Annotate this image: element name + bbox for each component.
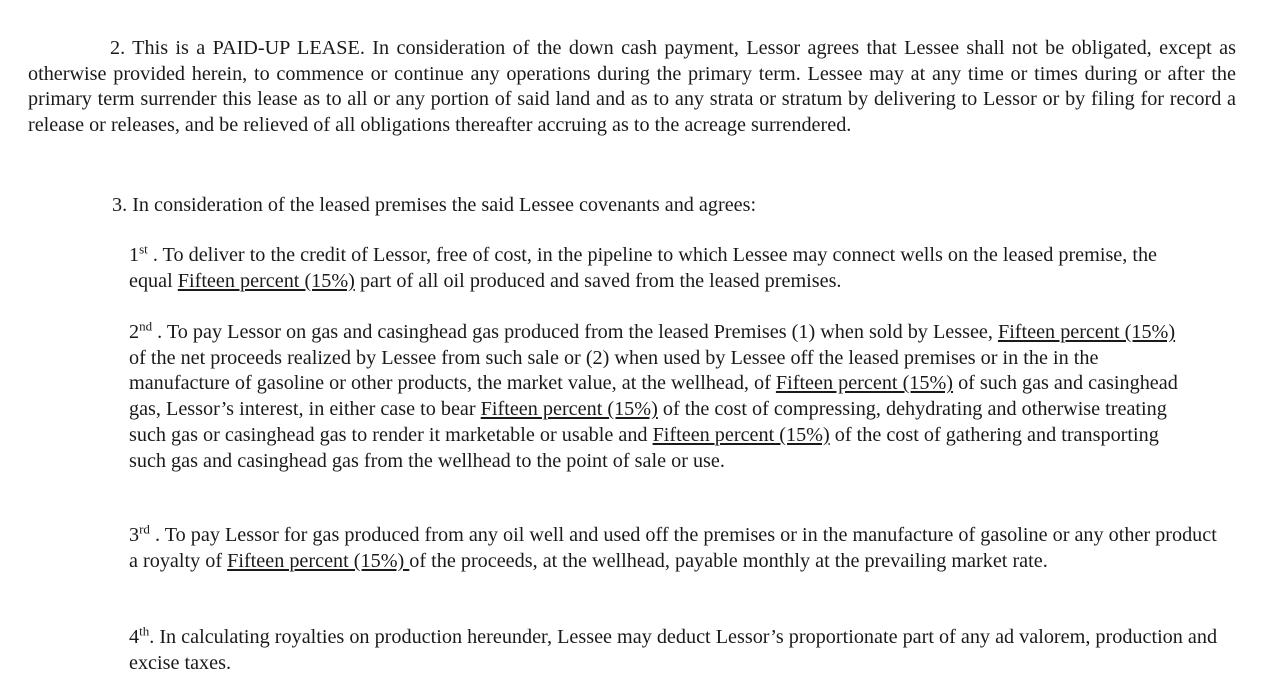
clause-second-royalty-rate-2: Fifteen percent (15%) [775, 372, 954, 395]
clause-second-royalty-rate-4: Fifteen percent (15%) [652, 423, 830, 446]
clause-third-ordinal: rd [139, 521, 150, 537]
clause-fourth-number: 4 [129, 626, 140, 648]
clause-second-royalty-rate-1: Fifteen percent (15%) [997, 321, 1176, 343]
clause-first-text-b: part of all oil produced and saved from the leased premises. [354, 269, 842, 292]
clause-second-number: 2 [129, 321, 140, 343]
clause-fourth-text-a: . In calculating royalties on production hereunder, Lessee may deduct Lessor’s proportionate part of any ad valorem, production and excise taxes. [129, 626, 1218, 674]
clause-first-royalty-rate: Fifteen percent (15%) [177, 269, 355, 292]
clause-first-oil-royalty [129, 243, 1189, 294]
clause-third-text-a: . To pay Lessor for gas produced from any oil well and used off the premises or in the manufacture of gasoline or any other product a royalty of [129, 524, 1217, 572]
clause-second-gas-royalty [129, 320, 1189, 474]
clause-third-number: 3 [129, 524, 140, 546]
clause-third-oil-well-gas-royalty [129, 523, 1229, 574]
clause-second-text-d: of the cost of compressing, dehydrating and otherwise treating such gas or casinghead gas to render it marketable or usable and [129, 398, 1167, 446]
clause-fourth-tax-deduction [129, 625, 1229, 676]
clause-second-royalty-rate-3: Fifteen percent (15%) [480, 398, 658, 421]
clause-second-text-c: of such gas and casinghead gas, Lessor’s interest, in either case to bear [129, 372, 1178, 421]
clause-first-number: 1 [129, 244, 140, 266]
paragraph-2-paid-up-lease: 2. This is a PAID-UP LEASE. In consideration of the down cash payment, Lessor agrees that Lessee shall not be obligated, except as otherwise provided herein, to commence or continue any operations during the primary term. Lessee may at any time or times during or after the primary term surrender this lease as to all or any portion of said land and as to any strata or stratum by delivering to Lessor or by filing for record a release or releases, and be relieved of all obligations thereafter accruing as to the acreage surrendered. [28, 37, 1236, 137]
clause-third-royalty-rate: Fifteen percent (15%) [227, 549, 410, 572]
clause-second-text-a: . To pay Lessor on gas and casinghead gas produced from the leased Premises (1) when sold by Lessee, [152, 321, 998, 343]
clause-first-ordinal: st [139, 241, 148, 257]
paragraph-3-covenants-intro: 3. In consideration of the leased premises the said Lessee covenants and agrees: [112, 194, 757, 216]
clause-fourth-ordinal: th [139, 623, 150, 639]
clause-third-text-b: of the proceeds, at the wellhead, payable monthly at the prevailing market rate. [409, 549, 1048, 572]
clause-first-text-a: . To deliver to the credit of Lessor, free of cost, in the pipeline to which Lessee may connect wells on the leased premise, the equal [129, 244, 1158, 292]
clause-second-ordinal: nd [139, 318, 153, 334]
clause-second-text-b: of the net proceeds realized by Lessee from such sale or (2) when used by Lessee off the leased premises or in the in the manufacture of gasoline or other products, the market value, at the wellhead, of [129, 346, 1099, 395]
clause-second-text-e: of the cost of gathering and transporting such gas and casinghead gas from the wellhead to the point of sale or use. [129, 423, 1159, 472]
